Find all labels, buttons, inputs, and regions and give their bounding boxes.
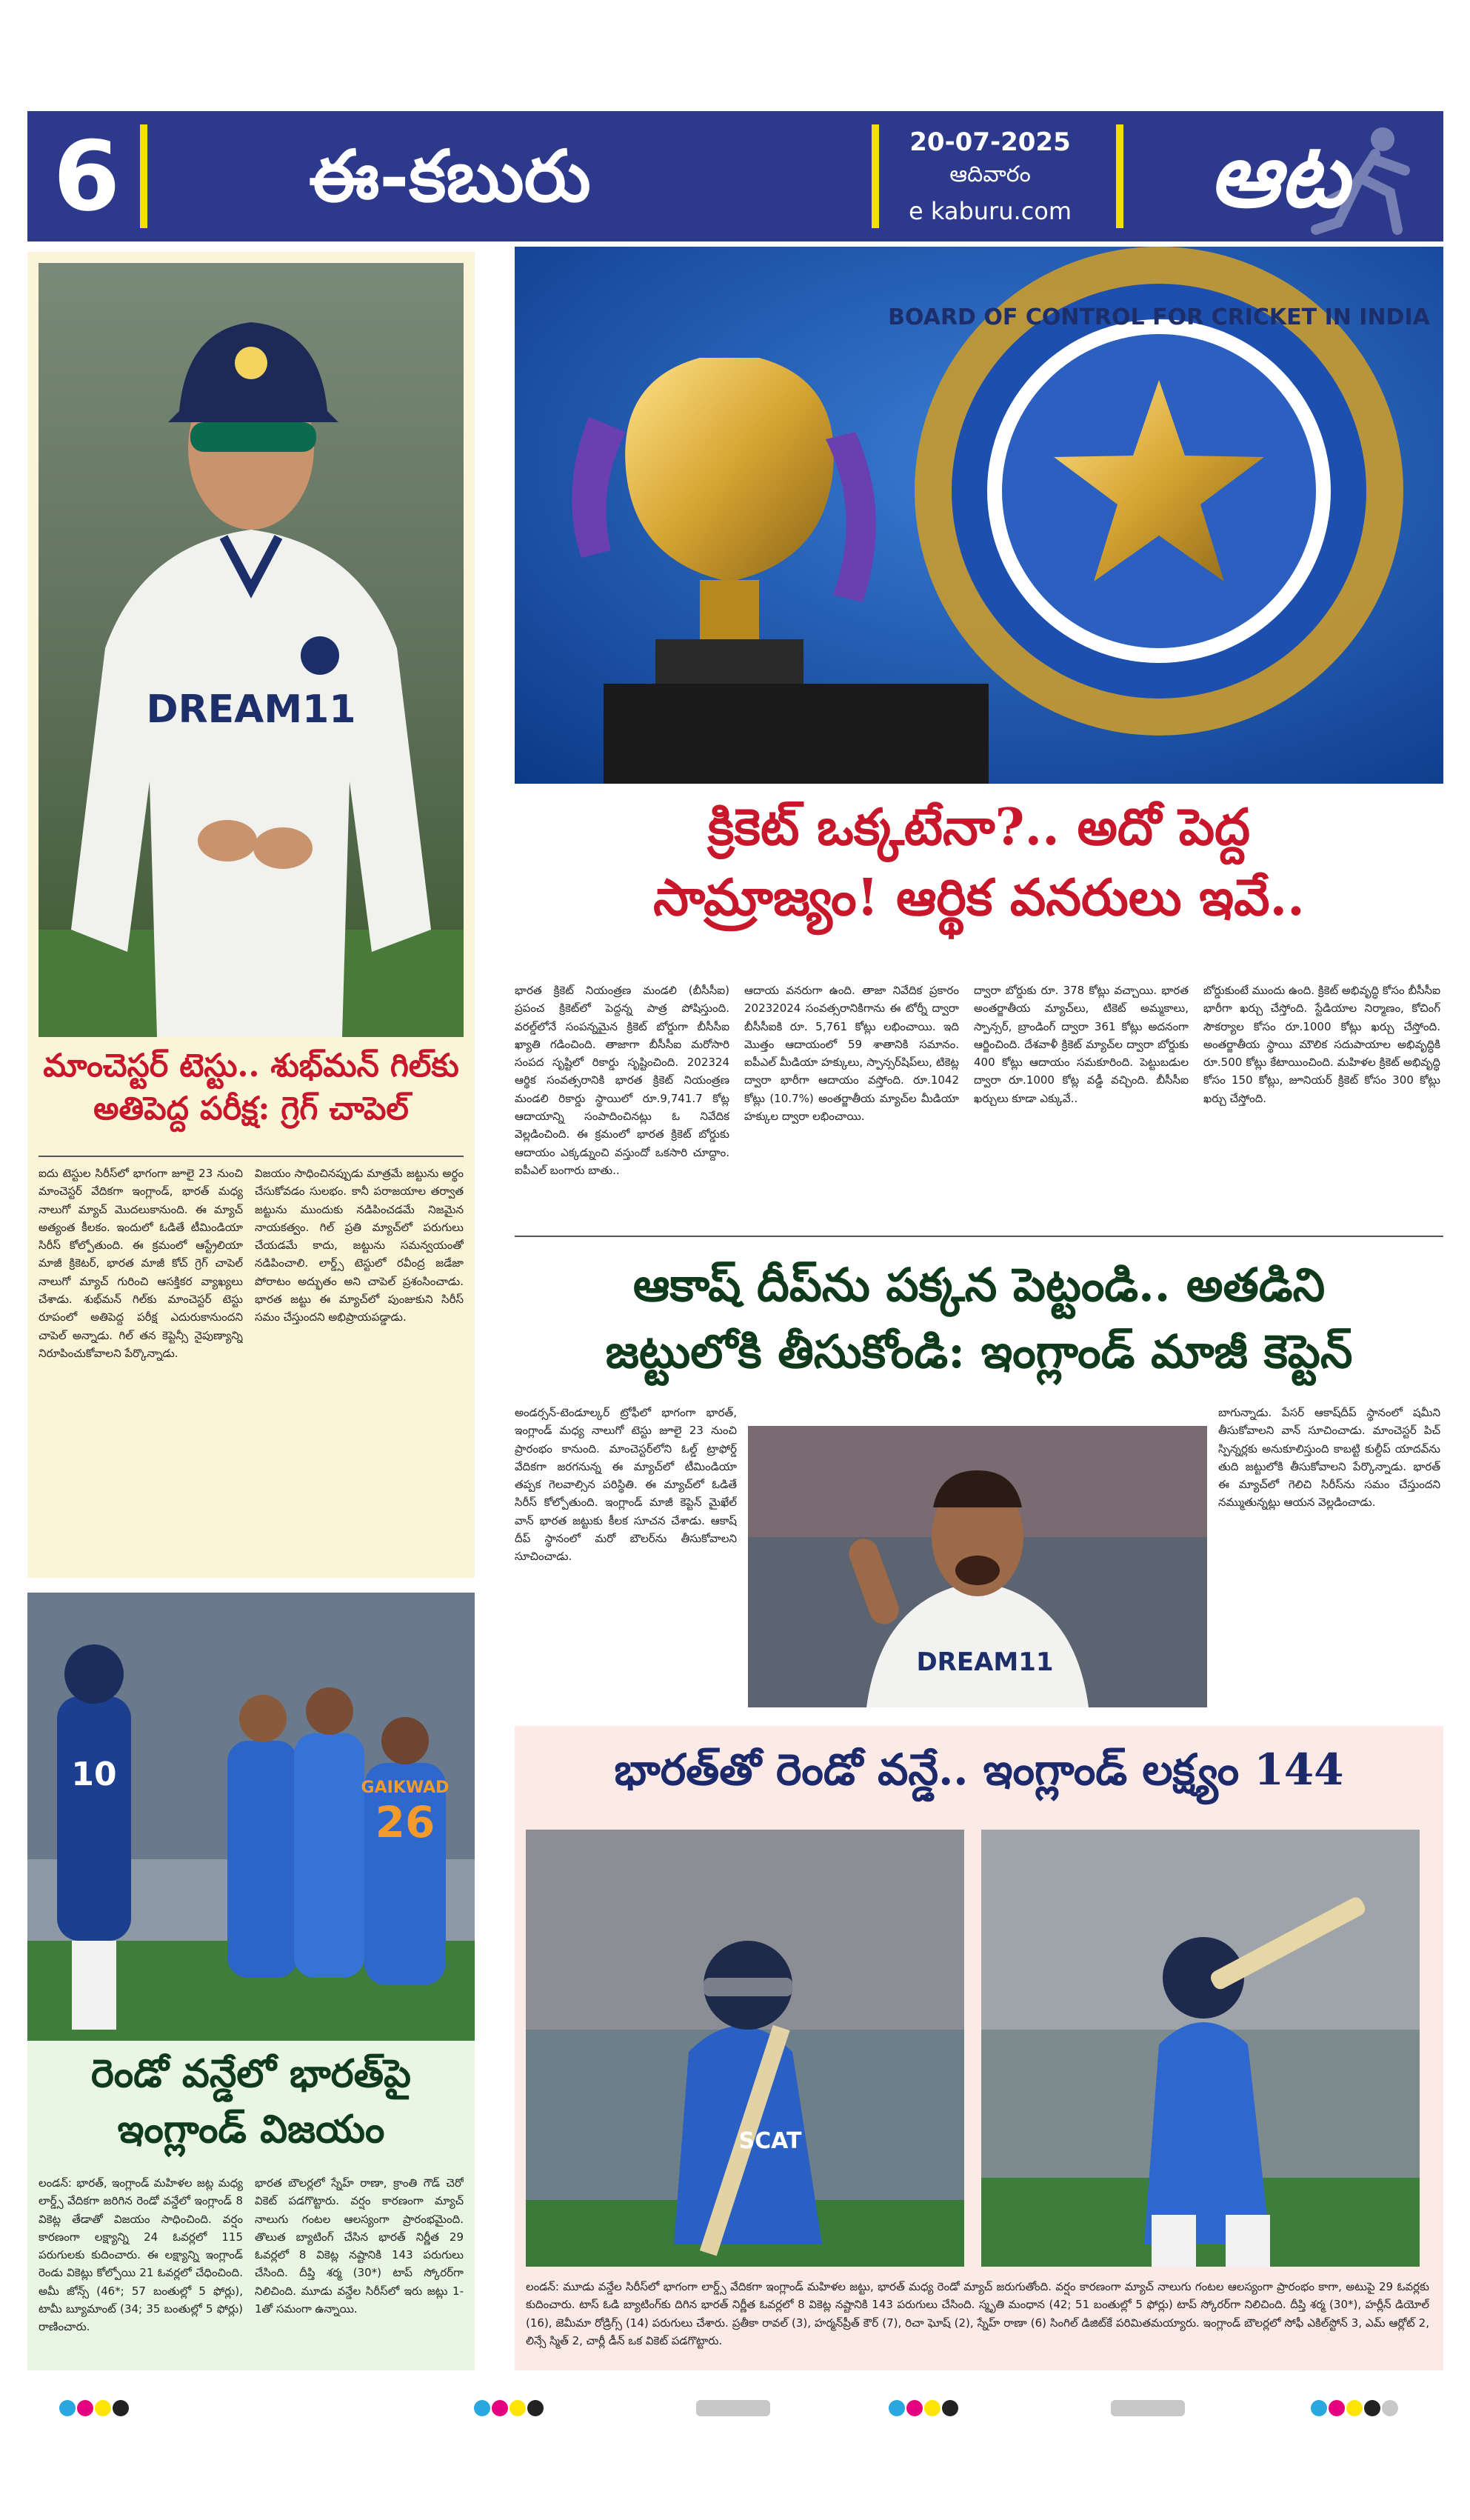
main-headline	[515, 793, 1443, 933]
main-column-2: ఆదాయ వనరుగా ఉంది. తాజా నివేదిక ప్రకారం 20232024 సంవత్సరానికిగాను ఈ టోర్నీ ద్వారా బీసీసీఐకి రూ. 5,761 కోట్లు లభించాయి. ఇది మొత్తం ఆదాయంలో 59 శాతానికి సమానం. ఐపీఎల్ మీడియా హక్కులు, స్పాన్సర్‌షిప్‌లు, టికెట్ల ద్వారా భారీగా ఆదాయం వస్తోంది. రూ.1042 కోట్లు (10.7%) అంతర్జాతీయ మ్యాచ్‌ల మీడియా హక్కుల ద్వారా లభించాయి.	[744, 984, 959, 1124]
gill-headline-line1: మాంచెస్టర్ టెస్టు.. శుభ్‌మన్ గిల్‌కు	[43, 1047, 459, 1084]
womens-loss-column-2: భారత బౌలర్లలో స్నేహ్ రాణా, క్రాంతి గౌడ్ చెరో వికెట్ పడగొట్టారు. వర్షం కారణంగా మ్యాచ్ నాలుగు గంటల ఆలస్యంగా ప్రారంభమైంది. తొలుత బ్యాటింగ్ చేసిన భారత్ నిర్ణీత 29 ఓవర్లలో 8 వికెట్ల నష్టానికి 143 పరుగులు చేసింది. దీప్తి శర్మ (30*) టాప్ స్కోరర్‌గా నిలిచింది. మూడు వన్డేల సిరీస్‌లో ఇరు జట్లు 1-1తో సమంగా ఉన్నాయి.	[255, 2176, 464, 2316]
womens-loss-headline	[27, 2046, 475, 2158]
registration-mark	[1311, 2400, 1400, 2416]
batter-photo-right	[981, 1830, 1420, 2267]
akash-headline-line2: జట్టులోకి తీసుకోండి: ఇంగ్లాండ్ మాజీ కెప్టెన్	[605, 1324, 1353, 1379]
bcci-logo-text: BOARD OF CONTROL FOR CRICKET IN INDIA	[888, 304, 1430, 330]
womens-loss-headline-line1: రెండో వన్డేలో భారత్‌పై	[90, 2051, 412, 2096]
womens-celebration-photo	[27, 1593, 475, 2041]
reg-dot-magenta	[1329, 2400, 1345, 2416]
reg-dot-cyan	[889, 2400, 905, 2416]
main-column-3: ద్వారా బోర్డుకు రూ. 378 కోట్లు వచ్చాయి. భారత అంతర్జాతీయ మ్యాచ్‌లు, టికెట్ అమ్మకాలు, స్పాన్సర్, బ్రాండింగ్ ద్వారా 361 కోట్లు అదనంగా ఆర్జించింది. దేశవాళీ క్రికెట్ మ్యాచ్‌ల ద్వారా బోర్డుకు 400 కోట్లు ఆదాయం సమకూరింది. పెట్టుబడుల ద్వారా రూ.1000 కోట్ల వడ్డీ వచ్చింది. బీసీసీఐ ఖర్చులు కూడా ఎక్కువే..	[974, 984, 1189, 1105]
registration-mark	[474, 2400, 545, 2416]
main-headline-line2: సామ్రాజ్యం! ఆర్థిక వనరులు ఇవే..	[653, 868, 1305, 928]
registration-mark	[59, 2400, 130, 2416]
main-headline-line1: క్రికెట్ ఒక్కటేనా?.. అదో పెద్ద	[707, 798, 1251, 857]
reg-dot-magenta	[906, 2400, 923, 2416]
akash-column-right: బాగున్నాడు. పేసర్ ఆకాష్‌దీప్ స్థానంలో షమీని తీసుకోవాలని వాన్ సూచించాడు. మాంచెస్టర్ పిచ్ స్పిన్నర్లకు అనుకూలిస్తుంది కాబట్టి కుల్దీప్ యాదవ్‌ను తుది జట్టులోకి తీసుకోవాలని పేర్కొన్నాడు. భారత్ ఈ మ్యాచ్‌లో గెలిచి సిరీస్‌ను సమం చేస్తుందని నమ్ముతున్నట్లు ఆయన వెల్లడించాడు.	[1218, 1406, 1440, 1510]
page-number: 6	[53, 120, 121, 233]
jersey-number: 26	[375, 1797, 435, 1847]
reg-dot-yellow	[95, 2400, 111, 2416]
gill-headline	[39, 1044, 464, 1130]
jersey-name: GAIKWAD	[361, 1779, 450, 1797]
akash-headline-line1: ఆకాష్ దీప్‌ను పక్కన పెట్టండి.. అతడిని	[632, 1258, 1326, 1312]
paper-name: ఈ-కబురు	[309, 134, 591, 218]
reg-dot-yellow	[924, 2400, 941, 2416]
reg-dot-cyan	[59, 2400, 76, 2416]
registration-mark	[889, 2400, 960, 2416]
batter-photo-left	[526, 1830, 964, 2267]
gill-headline-line2: అతిపెద్ద పరీక్ష: గ్రెగ్ చాపెల్	[93, 1090, 409, 1128]
womens-loss-column-1: లండన్: భారత్, ఇంగ్లాండ్ మహిళల జట్ల మధ్య లార్డ్స్ వేదికగా జరిగిన రెండో వన్డేలో ఇంగ్లాండ్ 8 వికెట్ల తేడాతో విజయం సాధించింది. వర్షం కారణంగా లక్ష్యాన్ని 24 ఓవర్లలో 115 పరుగులకు కుదించారు. ఈ లక్ష్యాన్ని ఇంగ్లాండ్ రెండు వికెట్లు కోల్పోయి 21 ఓవర్లలో చేధించింది. అమీ జోన్స్ (46*; 57 బంతుల్లో 5 ఫోర్లు), టామీ బ్యూమాంట్ (34; 35 బంతుల్లో 5 ఫోర్లు) రాణించారు.	[39, 2176, 243, 2334]
reg-dot-grey	[1382, 2400, 1398, 2416]
registration-bar	[1111, 2400, 1185, 2416]
jersey-sponsor: SCAT	[738, 2128, 802, 2154]
reg-dot-cyan	[474, 2400, 490, 2416]
jersey-number: 10	[71, 1756, 117, 1793]
akash-column-left: అండర్సన్-టెండూల్కర్ ట్రోఫీలో భాగంగా భారత్, ఇంగ్లాండ్ మధ్య నాలుగో టెస్టు జూలై 23 నుంచి ప్రారంభం కానుంది. మాంచెస్టర్‌లోని ఓల్డ్ ట్రాఫోర్డ్ వేదికగా జరగనున్న ఈ మ్యాచ్‌లో టీమిండియా తప్పక గెలవాల్సిన పరిస్థితి. ఈ మ్యాచ్‌లో ఓడితే సిరీస్ కోల్పోతుంది. ఇంగ్లాండ్ మాజీ కెప్టెన్ మైఖేల్ వాన్ భారత జట్టుకు కీలక సూచన చేశాడు. ఆకాష్ దీప్ స్థానంలో మరో బౌలర్‌ను తీసుకోవాలని సూచించాడు.	[515, 1406, 737, 1564]
main-column-4: బోర్డుకుంటే ముందు ఉంది. క్రికెట్ అభివృద్ధి కోసం బీసీసీఐ భారీగా ఖర్చు చేస్తోంది. స్టేడియాల నిర్మాణం, కోచింగ్ సౌకర్యాల కోసం రూ.1000 కోట్లు ఖర్చు చేస్తోంది. అంతర్జాతీయ స్థాయి మౌలిక సదుపాయాల అభివృద్ధికి రూ.500 కోట్లు కేటాయించింది. మహిళల క్రికెట్ అభివృద్ధి కోసం 150 కోట్లు, జూనియర్ క్రికెట్ కోసం 300 కోట్లు ఖర్చు చేస్తోంది.	[1203, 984, 1440, 1105]
masthead	[27, 111, 1443, 241]
target-headline: భారత్‌తో రెండో వన్డే.. ఇంగ్లాండ్ లక్ష్యం 144	[614, 1744, 1344, 1795]
akash-headline	[515, 1252, 1443, 1385]
reg-dot-black	[1364, 2400, 1380, 2416]
masthead-divider	[140, 124, 147, 228]
reg-dot-black	[113, 2400, 129, 2416]
main-divider	[515, 1236, 1443, 1237]
gill-divider	[39, 1156, 464, 1157]
section-name: ఆట	[1209, 124, 1349, 227]
womens-loss-headline-line2: ఇంగ్లాండ్ విజయం	[117, 2107, 385, 2153]
reg-dot-cyan	[1311, 2400, 1327, 2416]
masthead-divider	[872, 124, 879, 228]
reg-dot-yellow	[510, 2400, 526, 2416]
reg-dot-magenta	[77, 2400, 93, 2416]
jersey-sponsor: DREAM11	[916, 1647, 1054, 1677]
jersey-sponsor: DREAM11	[146, 687, 356, 732]
bowler-celebration-photo	[748, 1426, 1207, 1707]
masthead-divider	[1116, 124, 1123, 228]
reg-dot-magenta	[492, 2400, 508, 2416]
gill-column-2: విజయం సాధించినప్పుడు మాత్రమే జట్టును అర్థం చేసుకోవడం సులభం. కానీ పరాజయాల తర్వాత జట్టును ముందుకు నడిపించడమే నిజమైన నాయకత్వం. గిల్ ప్రతి మ్యాచ్‌లో పరుగులు చేయడమే కాదు, జట్టును సమన్వయంతో నడిపించాలి. లార్డ్స్ టెస్టులో రవీంద్ర జడేజా పోరాటం అద్భుతం అని చాపెల్ ప్రశంసించాడు. భారత జట్టు ఈ మ్యాచ్‌లో పుంజుకుని సిరీస్ సమం చేస్తుందని అభిప్రాయపడ్డాడు.	[255, 1167, 464, 1324]
website[interactable]: e kaburu.com	[909, 197, 1072, 225]
gill-column-1: ఐదు టెస్టుల సిరీస్‌లో భాగంగా జూలై 23 నుంచి మాంచెస్టర్ వేదికగా ఇంగ్లాండ్, భారత్ మధ్య నాలుగో మ్యాచ్ మొదలుకానుంది. ఈ మ్యాచ్ అత్యంత కీలకం. ఇందులో ఓడితే టీమిండియా సిరీస్ కోల్పోతుంది. ఈ క్రమంలో ఆస్ట్రేలియా మాజీ క్రికెటర్, భారత మాజీ కోచ్ గ్రెగ్ చాపెల్ నాలుగో మ్యాచ్ గురించి ఆసక్తికర వ్యాఖ్యలు చేశాడు. శుభ్‌మన్ గిల్‌కు మాంచెస్టర్ టెస్టు రూపంలో అతిపెద్ద పరీక్ష ఎదురుకానుందని చాపెల్ అన్నాడు. గిల్ తన కెప్టెన్సీ నైపుణ్యాన్ని నిరూపించుకోవాలని పేర్కొన్నాడు.	[39, 1167, 243, 1360]
issue-date: 20-07-2025	[909, 127, 1071, 157]
reg-dot-black	[942, 2400, 958, 2416]
main-column-1: భారత క్రికెట్ నియంత్రణ మండలి (బీసీసీఐ) ప్రపంచ క్రికెట్‌లో పెద్దన్న పాత్ర పోషిస్తుంది. వరల్డ్‌లోనే సంపన్నమైన క్రికెట్ బోర్డుగా బీసీసీఐ ఖ్యాతి గడించింది. తాజాగా బీసీసీఐ మరోసారి సంపద సృష్టిలో రికార్డు సృష్టించింది. 202324 ఆర్థిక సంవత్సరానికి భారత క్రికెట్ నియంత్రణ మండలి రికార్డు స్థాయిలో రూ.9,741.7 కోట్ల ఆదాయాన్ని సంపాదించినట్లు ఓ నివేదిక వెల్లడించింది. ఈ క్రమంలో భారత క్రికెట్ బోర్డుకు ఆదాయం ఎక్కడ్నుంచి వస్తుందో ఒకసారి చూద్దాం. ఐపీఎల్ బంగారు బాతు..	[515, 984, 729, 1177]
registration-bar	[696, 2400, 770, 2416]
gill-photo	[39, 263, 464, 1037]
issue-day: ఆదివారం	[949, 161, 1031, 187]
bcci-logo-trophy-photo	[515, 247, 1443, 784]
reg-dot-yellow	[1346, 2400, 1363, 2416]
target-body: లండన్: మూడు వన్డేల సిరీస్‌లో భాగంగా లార్డ్స్ వేదికగా ఇంగ్లాండ్ మహిళల జట్టు, భారత్ మధ్య రెండో మ్యాచ్ జరుగుతోంది. వర్షం కారణంగా మ్యాచ్ నాలుగు గంటల ఆలస్యంగా ప్రారంభం కాగా, అటుపై 29 ఓవర్లకు కుదించారు. టాస్ ఓడి బ్యాటింగ్‌కు దిగిన భారత్ నిర్ణీత ఓవర్లలో 8 వికెట్ల నష్టానికి 143 పరుగులు చేసింది. స్మృతి మంధాన (42; 51 బంతుల్లో 5 ఫోర్లు) టాప్ స్కోరర్‌గా నిలిచింది. దీప్తి శర్మ (30*), హర్లీన్ డియోల్ (16), జెమీమా రోడ్రిగ్స్ (14) పరుగులు చేశారు. ప్రతీకా రావల్ (3), హర్మన్‌ప్రీత్ కౌర్ (7), రిచా ఘోష్ (2), స్నేహ్ రాణా (6) సింగిల్ డిజిట్‌కే పరిమితమయ్యారు. ఇంగ్లాండ్ బౌలర్లలో సోఫీ ఎకిల్‌స్టోన్ 3, ఎమ్ ఆర్లోట్ 2, లిన్సే స్మిత్ 2, చార్లీ డీన్ ఒక వికెట్ పడగొట్టారు.	[526, 2280, 1429, 2347]
reg-dot-black	[527, 2400, 544, 2416]
